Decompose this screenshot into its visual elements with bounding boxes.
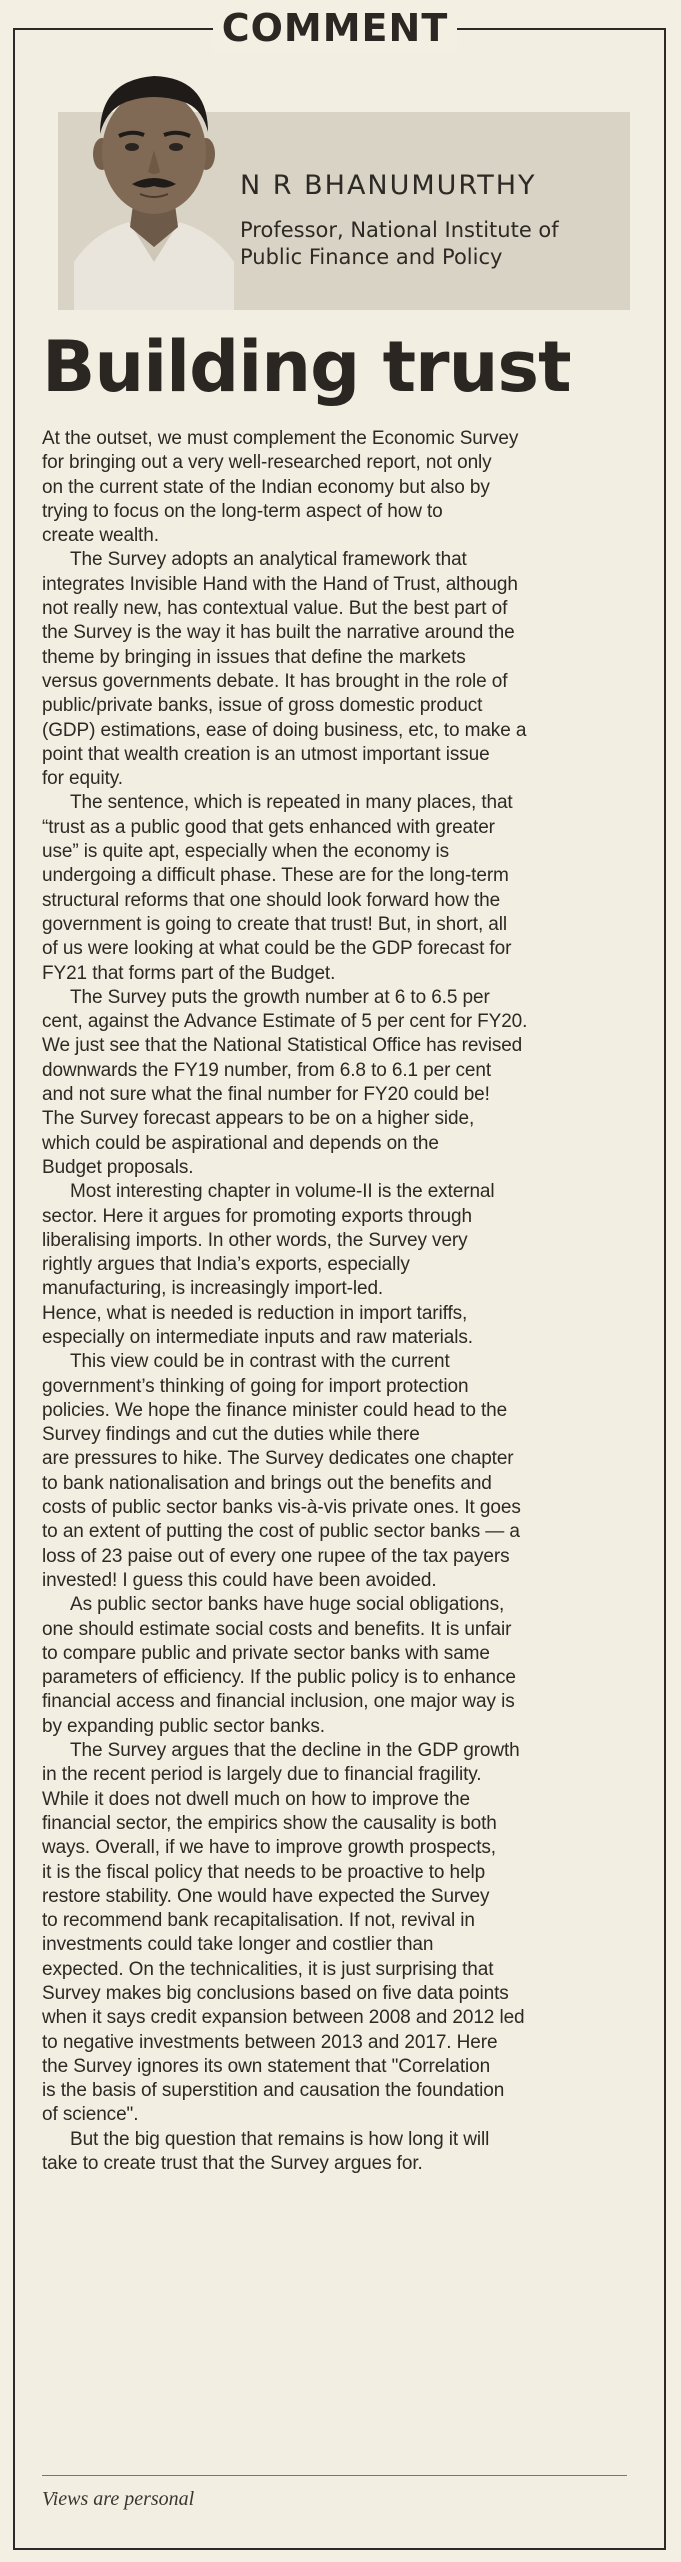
- body-line: The Survey puts the growth number at 6 to 6.5 per: [70, 986, 490, 1008]
- top-rule-right: [457, 28, 666, 30]
- body-line: financial sector, the empirics show the causality is both: [42, 1812, 497, 1834]
- body-line: and not sure what the final number for FY20 could be!: [42, 1084, 490, 1106]
- footer-note: Views are personal: [42, 2488, 195, 2510]
- body-line: is the basis of superstition and causation the foundation: [42, 2080, 505, 2102]
- body-line: The Survey argues that the decline in the GDP growth: [70, 1740, 520, 1762]
- body-line: The Survey forecast appears to be on a higher side,: [42, 1108, 475, 1130]
- body-line: Budget proposals.: [42, 1156, 194, 1178]
- body-line: to recommend bank recapitalisation. If not, revival in: [42, 1910, 475, 1932]
- body-line: ways. Overall, if we have to improve growth prospects,: [42, 1837, 496, 1859]
- body-line: when it says credit expansion between 2008 and 2012 led: [42, 2007, 525, 2029]
- body-line: for equity.: [42, 768, 123, 790]
- body-line: policies. We hope the finance minister could head to the: [42, 1399, 508, 1421]
- body-line: We just see that the National Statistical Office has revised: [42, 1035, 523, 1057]
- body-line: take to create trust that the Survey argues for.: [42, 2153, 423, 2175]
- article-body: [42, 427, 642, 2176]
- body-line: While it does not dwell much on how to improve the: [42, 1788, 470, 1810]
- body-line: on the current state of the Indian economy but also by: [42, 476, 490, 498]
- body-line: Survey makes big conclusions based on five data points: [42, 1983, 509, 2004]
- body-line: one should estimate social costs and benefits. It is unfair: [42, 1618, 512, 1640]
- headline: Building trust: [42, 326, 571, 408]
- body-line: manufacturing, is increasingly import-led.: [42, 1278, 384, 1300]
- author-photo: [74, 62, 234, 310]
- top-rule-left: [13, 28, 213, 30]
- body-line: not really new, has contextual value. But the best part of: [42, 598, 508, 620]
- body-line: financial access and financial inclusion, one major way is: [42, 1691, 515, 1713]
- body-line: This view could be in contrast with the current: [70, 1351, 450, 1373]
- body-line: government is going to create that trust! But, in short, all: [42, 913, 508, 935]
- footer-rule: [42, 2475, 627, 2476]
- body-line: Most interesting chapter in volume-II is the external: [70, 1181, 495, 1203]
- body-line: point that wealth creation is an utmost important issue: [42, 743, 490, 765]
- body-line: “trust as a public good that gets enhanced with greater: [42, 816, 495, 838]
- body-line: the Survey is the way it has built the narrative around the: [42, 622, 515, 644]
- body-line: it is the fiscal policy that needs to be proactive to help: [42, 1861, 486, 1883]
- body-line: to an extent of putting the cost of public sector banks — a: [42, 1521, 520, 1543]
- body-line: by expanding public sector banks.: [42, 1715, 325, 1737]
- body-line: in the recent period is largely due to financial fragility.: [42, 1764, 482, 1786]
- body-line: to bank nationalisation and brings out the benefits and: [42, 1472, 492, 1494]
- body-line: At the outset, we must complement the Economic Survey: [42, 428, 519, 449]
- body-line: As public sector banks have huge social obligations,: [70, 1594, 505, 1616]
- author-title-line-2: Public Finance and Policy: [240, 245, 503, 269]
- body-line: liberalising imports. In other words, the Survey very: [42, 1229, 468, 1251]
- body-line: especially on intermediate inputs and raw materials.: [42, 1326, 473, 1348]
- body-line: government’s thinking of going for import protection: [42, 1375, 469, 1397]
- body-line: public/private banks, issue of gross domestic product: [42, 695, 483, 717]
- author-title-line-1: Professor, National Institute of: [240, 218, 559, 242]
- body-line: cent, against the Advance Estimate of 5 per cent for FY20.: [42, 1011, 528, 1033]
- body-line: the Survey ignores its own statement that "Correlation: [42, 2055, 491, 2077]
- section-label: COMMENT: [213, 2, 457, 54]
- body-line: of science".: [42, 2104, 139, 2126]
- body-line: trying to focus on the long-term aspect of how to: [42, 500, 443, 522]
- body-line: theme by bringing in issues that define the markets: [42, 646, 466, 668]
- body-line: use” is quite apt, especially when the economy is: [42, 841, 449, 863]
- body-line: versus governments debate. It has brought in the role of: [42, 670, 508, 692]
- body-line: downwards the FY19 number, from 6.8 to 6.1 per cent: [42, 1059, 492, 1081]
- body-line: of us were looking at what could be the GDP forecast for: [42, 938, 512, 960]
- body-line: Survey findings and cut the duties while there: [42, 1424, 420, 1446]
- body-line: invested! I guess this could have been avoided.: [42, 1569, 437, 1591]
- body-line: parameters of efficiency. If the public policy is to enhance: [42, 1667, 516, 1689]
- body-line: structural reforms that one should look forward how the: [42, 889, 501, 911]
- author-name: N R BHANUMURTHY: [240, 170, 537, 201]
- body-line: are pressures to hike. The Survey dedicates one chapter: [42, 1448, 514, 1470]
- body-line: Hence, what is needed is reduction in import tariffs,: [42, 1302, 468, 1324]
- body-line: to negative investments between 2013 and 2017. Here: [42, 2031, 498, 2053]
- body-line: The Survey adopts an analytical framework that: [70, 549, 467, 571]
- body-line: sector. Here it argues for promoting exports through: [42, 1205, 472, 1227]
- body-line: rightly argues that India’s exports, especially: [42, 1254, 410, 1276]
- body-line: (GDP) estimations, ease of doing business, etc, to make a: [42, 719, 527, 741]
- body-line: costs of public sector banks vis-à-vis private ones. It goes: [42, 1497, 521, 1519]
- body-line: undergoing a difficult phase. These are for the long-term: [42, 865, 509, 887]
- body-line: for bringing out a very well-researched report, not only: [42, 452, 492, 474]
- author-title: [240, 217, 610, 271]
- body-line: The sentence, which is repeated in many places, that: [70, 792, 513, 814]
- body-line: create wealth.: [42, 525, 159, 547]
- body-line: which could be aspirational and depends on the: [42, 1132, 439, 1154]
- body-line: loss of 23 paise out of every one rupee of the tax payers: [42, 1545, 510, 1567]
- body-line: FY21 that forms part of the Budget.: [42, 962, 336, 984]
- body-line: to compare public and private sector banks with same: [42, 1642, 490, 1664]
- body-line: expected. On the technicalities, it is just surprising that: [42, 1958, 494, 1980]
- body-line: restore stability. One would have expected the Survey: [42, 1885, 490, 1907]
- body-line: integrates Invisible Hand with the Hand of Trust, although: [42, 573, 518, 595]
- body-line: But the big question that remains is how long it will: [70, 2128, 490, 2150]
- body-line: investments could take longer and costlier than: [42, 1934, 434, 1956]
